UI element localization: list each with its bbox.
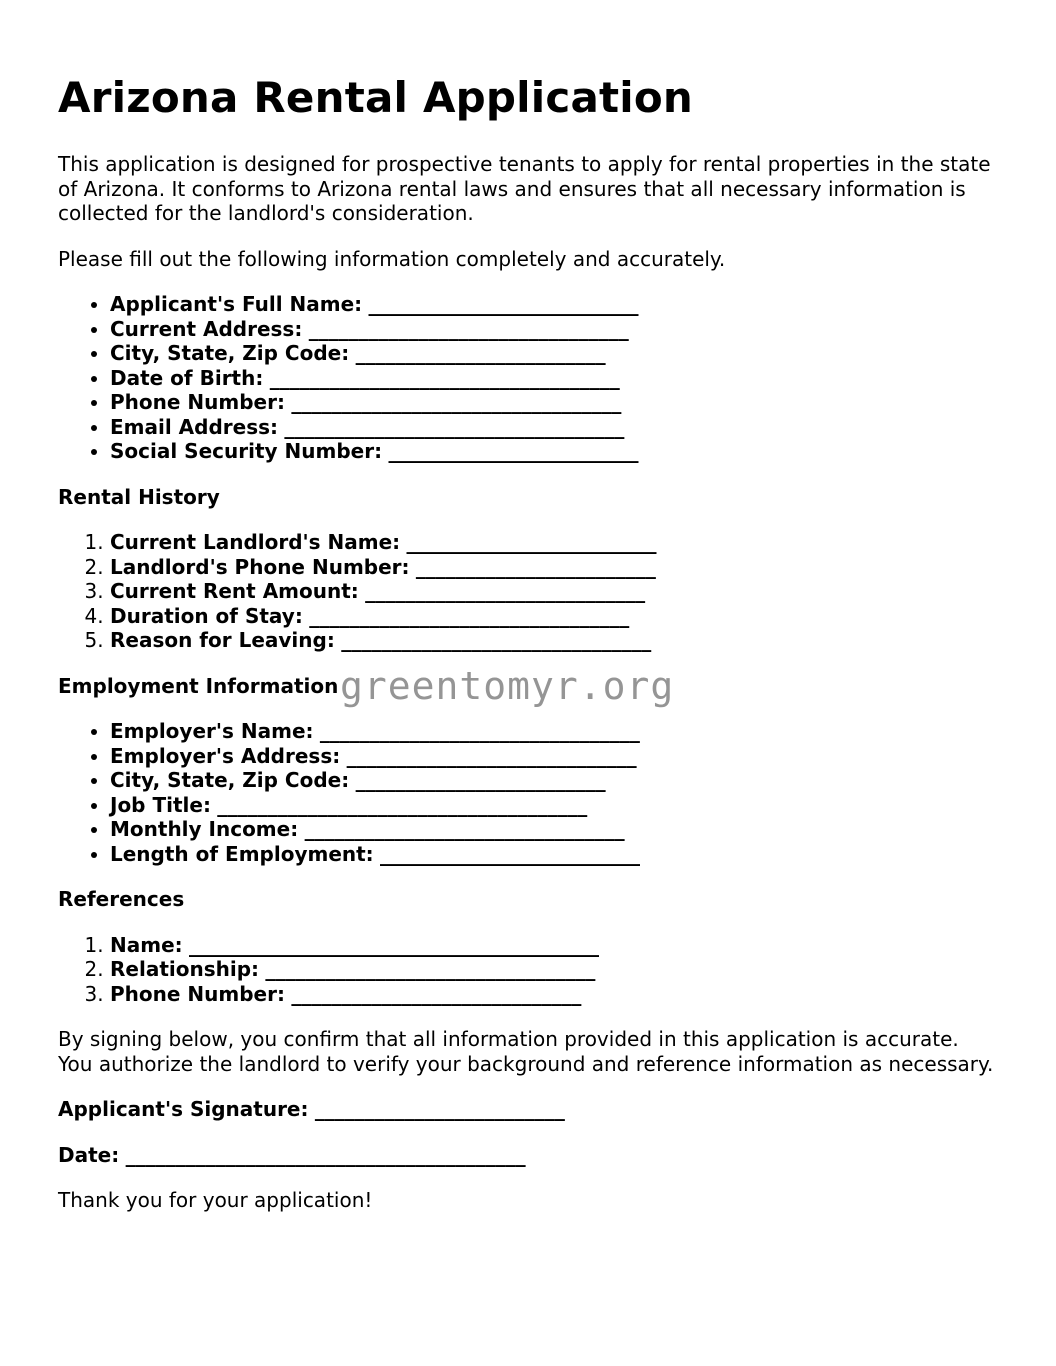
list-item [110,842,998,867]
field-label: Duration of Stay: [110,603,303,628]
fill-blank[interactable]: _____________________________ [291,981,582,1006]
signature-line [58,1097,998,1122]
field-label: Phone Number: [110,390,285,414]
fill-blank[interactable]: ________________________________ [309,603,630,628]
signature-label: Applicant's Signature: [58,1097,309,1121]
list-item [110,817,998,842]
field-label: Job Title: [110,792,211,817]
field-label: Employer's Address: [110,743,341,768]
field-label: Phone Number: [110,981,285,1006]
rental-history-heading: Rental History [58,484,220,509]
fill-blank[interactable]: __________________________________ [284,414,625,439]
field-label: Date of Birth: [110,365,264,390]
field-label: Current Landlord's Name: [110,530,401,554]
document-page [58,70,998,1234]
field-label: Reason for Leaving: [110,628,335,652]
applicant-info-list [58,292,998,464]
fill-blank[interactable]: ____________________________ [365,579,646,603]
date-label: Date: [58,1142,120,1167]
list-item [110,415,998,440]
employment-list [58,719,998,866]
fill-blank[interactable]: _________________________________ [265,957,596,981]
list-item [110,579,998,604]
list-item [110,957,998,982]
fill-blank[interactable]: _______________________________ [341,628,652,652]
field-label: Applicant's Full Name: [110,292,363,316]
field-label: City, State, Zip Code: [110,768,350,792]
field-label: Employer's Name: [110,719,314,743]
field-label: Relationship: [110,957,260,981]
list-item [110,439,998,464]
date-line [58,1143,998,1168]
field-label: Email Address: [110,414,279,439]
list-item [110,341,998,366]
list-item [110,628,998,653]
instruction-text: Please fill out the following information completely and accurately. [58,246,726,271]
fill-blank[interactable]: _________________________________ [291,390,622,414]
list-item [110,292,998,317]
field-label: Current Address: [110,316,303,341]
list-item [110,933,998,958]
fill-blank[interactable]: __________________________ [380,841,641,866]
list-item [110,604,998,629]
list-item [110,390,998,415]
watermark: greentomyr.org [340,664,675,708]
fill-blank[interactable]: ___________________________________ [269,365,620,390]
fill-blank[interactable]: _________________________________________ [189,932,599,957]
list-item [110,317,998,342]
signature-blank[interactable]: _________________________ [314,1097,565,1121]
consent-paragraph: By signing below, you confirm that all information provided in this application is accurate. You authorize the landlord to verify your background and reference information as necessary. [58,1027,994,1076]
fill-blank[interactable]: _____________________________ [346,743,637,768]
fill-blank[interactable]: _____________________________________ [217,792,588,817]
field-label: Name: [110,932,183,957]
field-label: Landlord's Phone Number: [110,554,410,579]
intro-paragraph: This application is designed for prospective tenants to apply for rental properties in the state of Arizona. It conforms to Arizona rental laws and ensures that all necessary information is collected for the landlord's consideration. [58,152,991,225]
fill-blank[interactable]: _________________________ [406,530,657,554]
list-item [110,719,998,744]
list-item [110,744,998,769]
page-title: Arizona Rental Application [58,73,694,122]
field-label: Length of Employment: [110,841,374,866]
fill-blank[interactable]: ________________________ [415,554,656,579]
fill-blank[interactable]: ________________________________ [319,719,640,743]
fill-blank[interactable]: ___________________________ [368,292,639,316]
fill-blank[interactable]: _________________________ [388,439,639,463]
fill-blank[interactable]: _________________________ [355,768,606,792]
references-list [58,933,998,1007]
list-item [110,530,998,555]
list-item [110,555,998,580]
list-item [110,982,998,1007]
fill-blank[interactable]: ________________________________ [308,316,629,341]
date-blank[interactable]: ________________________________________ [125,1142,526,1167]
list-item [110,768,998,793]
fill-blank[interactable]: ________________________________ [304,817,625,841]
fill-blank[interactable]: _________________________ [355,341,606,365]
field-label: City, State, Zip Code: [110,341,350,365]
list-item [110,793,998,818]
rental-history-list [58,530,998,653]
field-label: Social Security Number: [110,439,383,463]
list-item [110,366,998,391]
closing-text: Thank you for your application! [58,1188,373,1212]
employment-heading: Employment Information [58,673,339,698]
references-heading: References [58,887,185,911]
field-label: Current Rent Amount: [110,579,359,603]
field-label: Monthly Income: [110,817,299,841]
